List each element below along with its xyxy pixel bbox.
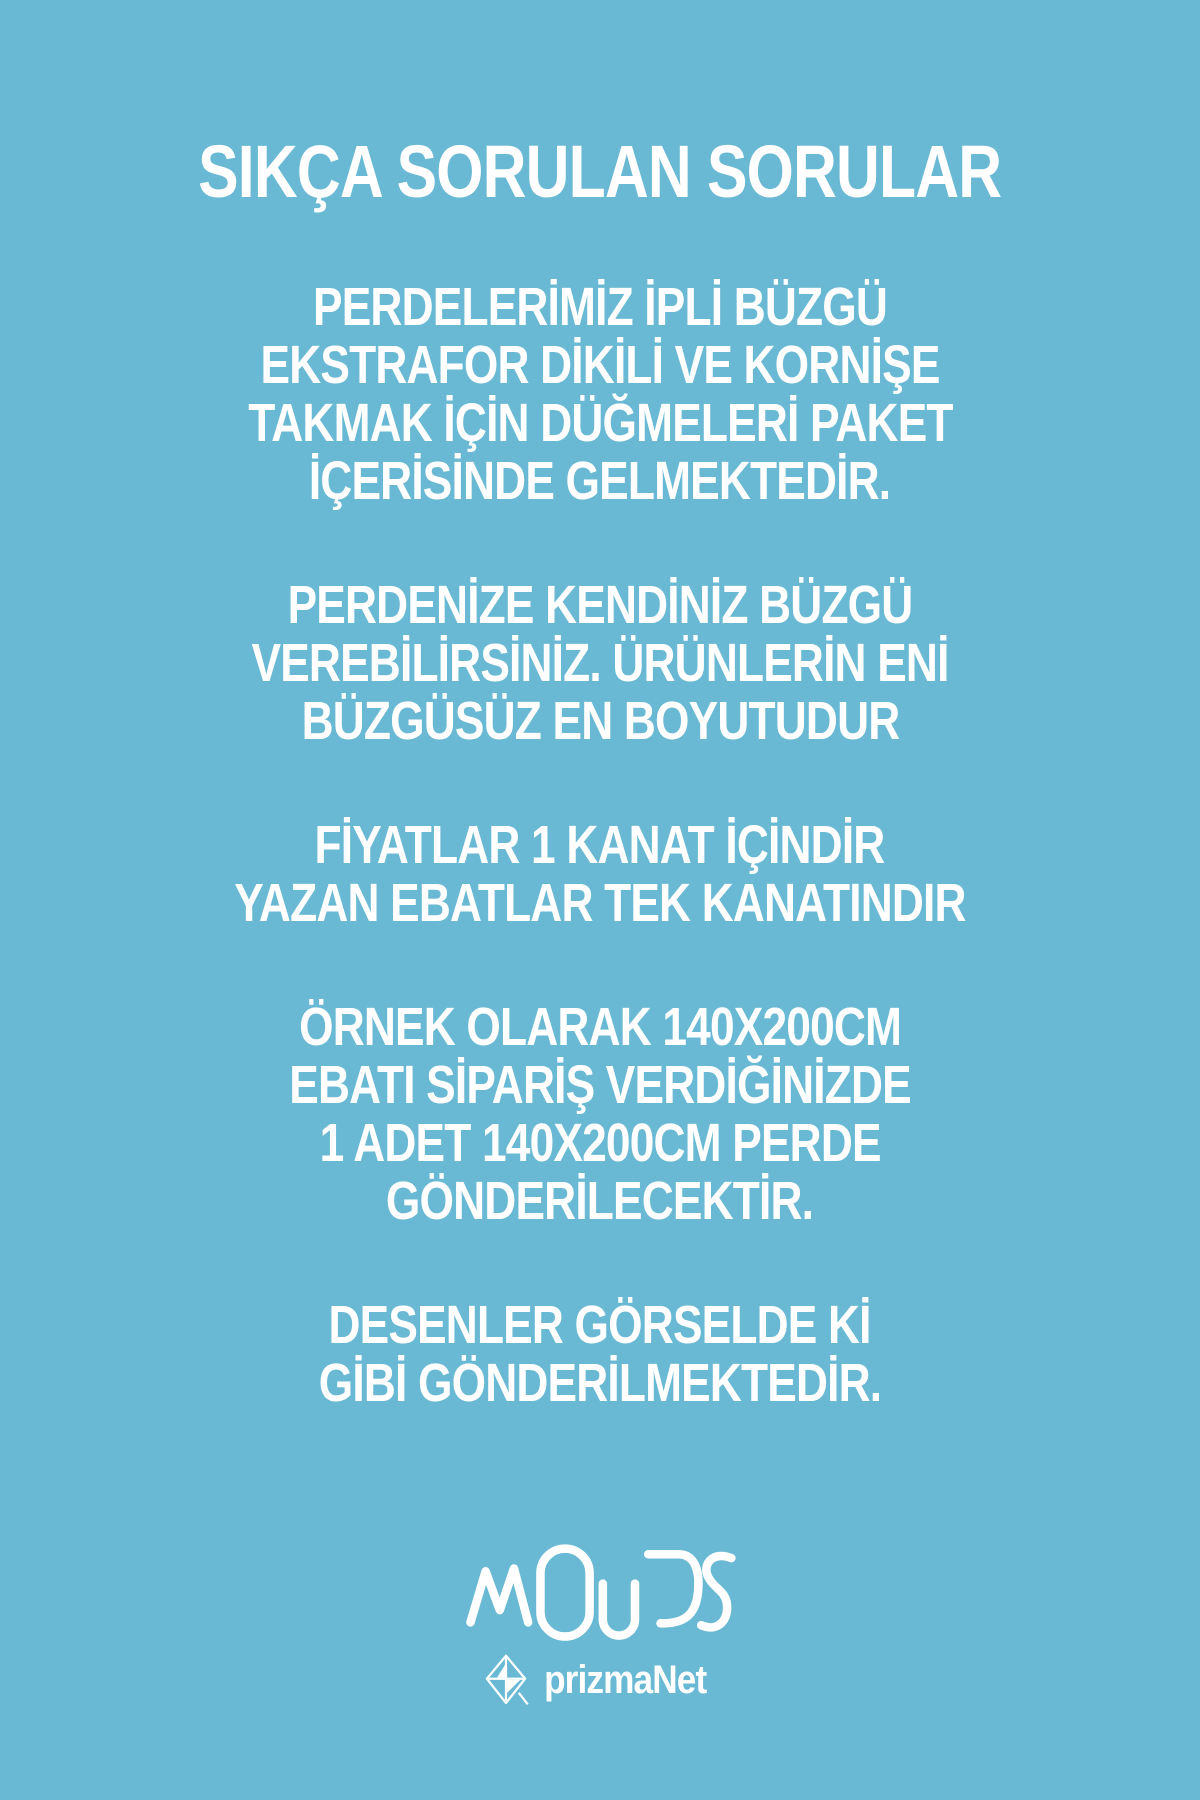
page-title-text: SIKÇA SORULAN SORULAR bbox=[198, 130, 1002, 213]
text-line-content: ÖRNEK OLARAK 140X200CM bbox=[298, 997, 902, 1057]
text-line-content: GİBİ GÖNDERİLMEKTEDİR. bbox=[318, 1353, 882, 1413]
text-line bbox=[0, 394, 1200, 452]
text-line-content: EBATI SİPARİŞ VERDİĞİNİZDE bbox=[289, 1055, 911, 1115]
brand-logo bbox=[0, 1542, 1200, 1708]
letter-d bbox=[648, 1554, 698, 1623]
text-line bbox=[0, 692, 1200, 750]
text-line bbox=[0, 452, 1200, 510]
letter-u bbox=[603, 1584, 635, 1636]
mouds-wordmark-logo bbox=[460, 1542, 740, 1646]
faq-answer-4 bbox=[0, 998, 1200, 1230]
page-title bbox=[0, 132, 1200, 212]
text-line-content: TAKMAK İÇİN DÜĞMELERİ PAKET bbox=[247, 393, 953, 453]
text-line bbox=[0, 1056, 1200, 1114]
text-line-content: 1 ADET 140X200CM PERDE bbox=[319, 1113, 881, 1173]
faq-answer-5 bbox=[0, 1296, 1200, 1412]
faq-answer-3 bbox=[0, 816, 1200, 932]
text-line bbox=[0, 998, 1200, 1056]
letter-o bbox=[540, 1549, 589, 1637]
letter-m bbox=[470, 1568, 528, 1622]
text-line-content: BÜZGÜSÜZ EN BOYUTUDUR bbox=[301, 691, 899, 751]
diamond-tail-line bbox=[519, 1693, 528, 1705]
text-line bbox=[0, 634, 1200, 692]
text-line-content: DESENLER GÖRSELDE Kİ bbox=[328, 1295, 872, 1355]
subbrand-row bbox=[483, 1652, 717, 1708]
faq-answer-1 bbox=[0, 278, 1200, 510]
text-line-content: GÖNDERİLECEKTİR. bbox=[386, 1171, 814, 1231]
text-line-content: İÇERİSİNDE GELMEKTEDİR. bbox=[309, 451, 891, 511]
prizmanet-wordmark: prizmaNet bbox=[543, 1658, 707, 1702]
text-line-content: EKSTRAFOR DİKİLİ VE KORNİŞE bbox=[260, 335, 940, 395]
text-line bbox=[0, 278, 1200, 336]
text-line-content: PERDELERİMİZ İPLİ BÜZGÜ bbox=[312, 277, 887, 337]
text-line bbox=[0, 1114, 1200, 1172]
text-line bbox=[0, 576, 1200, 634]
text-line bbox=[0, 336, 1200, 394]
text-line-content: FİYATLAR 1 KANAT İÇİNDİR bbox=[315, 815, 885, 875]
prizmanet-diamond-icon bbox=[483, 1652, 529, 1708]
diamond-facet-lines bbox=[487, 1656, 525, 1703]
text-line bbox=[0, 1296, 1200, 1354]
text-line bbox=[0, 1354, 1200, 1412]
text-line-content: VEREBİLİRSİNİZ. ÜRÜNLERİN ENİ bbox=[251, 633, 949, 693]
faq-answer-2 bbox=[0, 576, 1200, 750]
letter-s bbox=[701, 1556, 731, 1627]
text-line-content: YAZAN EBATLAR TEK KANATINDIR bbox=[234, 873, 966, 933]
text-line bbox=[0, 1172, 1200, 1230]
text-line bbox=[0, 874, 1200, 932]
text-line-content: PERDENİZE KENDİNİZ BÜZGÜ bbox=[287, 575, 913, 635]
text-line bbox=[0, 816, 1200, 874]
